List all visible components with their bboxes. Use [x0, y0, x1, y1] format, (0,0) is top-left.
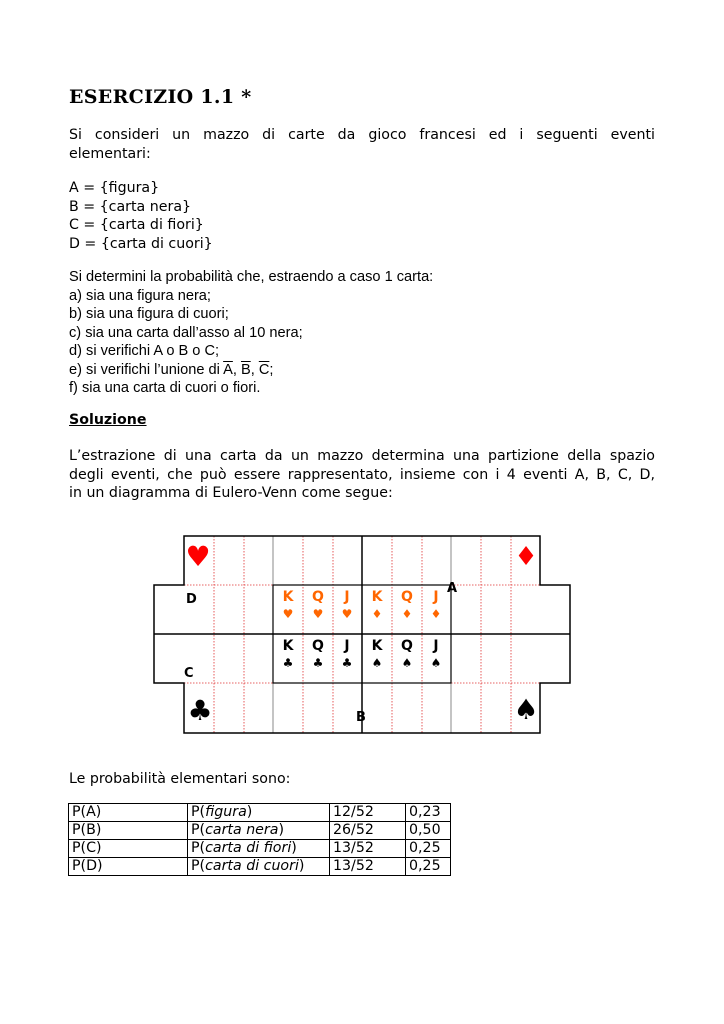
question-e: e) si verifichi l’unione di $\overline{A}$, $\overline{B}$, $\overline{C}$; — [69, 361, 274, 378]
prob-value-cell: 0,25 — [406, 840, 451, 858]
intro-line-2: elementari: — [69, 145, 151, 162]
black-face-rank-3: K — [371, 638, 383, 654]
solution-line-3: in un diagramma di Eulero-Venn come segue: — [69, 485, 393, 501]
black-face-rank-5: J — [433, 638, 439, 654]
intro-line-1: Si consideri un mazzo di carte da gioco francesi ed i seguenti eventi — [69, 127, 655, 143]
question-b: b) sia una figura di cuori; — [69, 306, 229, 322]
question-f: f) sia una carta di cuori o fiori. — [69, 380, 261, 396]
probs-intro: Le probabilità elementari sono: — [69, 771, 291, 787]
red-face-suit-icon-5: ♦ — [430, 607, 442, 621]
prob-value-cell: 0,23 — [406, 804, 451, 822]
hearts-icon: ♥ — [185, 540, 211, 573]
label-d: D — [186, 592, 197, 607]
table-row — [69, 804, 451, 822]
black-face-suit-icon-3: ♠ — [371, 656, 383, 670]
prob-name-cell: P(carta nera) — [188, 822, 330, 840]
red-face-rank-4: Q — [401, 589, 413, 605]
prob-event-cell: P(D) — [69, 858, 188, 876]
spades-icon: ♠ — [513, 693, 539, 726]
black-face-suit-icon-5: ♠ — [430, 656, 442, 670]
red-face-suit-icon-0: ♥ — [282, 607, 294, 621]
prob-event-cell: P(B) — [69, 822, 188, 840]
black-face-suit-icon-2: ♣ — [341, 656, 353, 670]
prob-value-cell: 0,50 — [406, 822, 451, 840]
exercise-title: ESERCIZIO 1.1 * — [69, 86, 252, 108]
red-face-rank-2: J — [344, 589, 350, 605]
prob-name-cell: P(figura) — [188, 804, 330, 822]
prob-event-cell: P(A) — [69, 804, 188, 822]
event-b: B = {carta nera} — [69, 198, 192, 215]
black-face-rank-0: K — [282, 638, 294, 654]
red-face-suit-icon-2: ♥ — [341, 607, 353, 621]
complement-c: $\overline{C}$ — [258, 361, 270, 378]
complement-a: $\overline{A}$ — [223, 361, 233, 378]
red-face-suit-icon-3: ♦ — [371, 607, 383, 621]
solution-heading: Soluzione — [69, 412, 147, 428]
black-face-suit-icon-1: ♣ — [312, 656, 324, 670]
prob-fraction-cell: 26/52 — [330, 822, 406, 840]
label-b: B — [356, 710, 366, 725]
solution-line-2: degli eventi, che può essere rappresentato, insieme con i 4 eventi A, B, C, D, — [69, 466, 655, 483]
black-face-suit-icon-0: ♣ — [282, 656, 294, 670]
event-a: A = {figura} — [69, 180, 160, 196]
label-c: C — [184, 666, 194, 681]
red-face-suit-icon-1: ♥ — [312, 607, 324, 621]
question-c: c) sia una carta dall’asso al 10 nera; — [69, 324, 303, 341]
label-a: A — [447, 581, 458, 596]
table-row — [69, 858, 451, 876]
prob-fraction-cell: 13/52 — [330, 858, 406, 876]
prob-name-cell: P(carta di cuori) — [188, 858, 330, 876]
prob-fraction-cell: 12/52 — [330, 804, 406, 822]
question-a: a) sia una figura nera; — [69, 287, 211, 304]
red-face-rank-1: Q — [312, 589, 324, 605]
red-face-rank-3: K — [371, 589, 383, 605]
event-d: D = {carta di cuori} — [69, 235, 213, 252]
clubs-icon: ♣ — [187, 694, 213, 727]
question-d: d) si verifichi A o B o C; — [69, 343, 220, 359]
black-face-rank-4: Q — [401, 638, 413, 654]
black-face-rank-2: J — [344, 638, 350, 654]
complement-b: $\overline{B}$ — [240, 361, 251, 378]
question-intro: Si determini la probabilità che, estraendo a caso 1 carta: — [69, 269, 434, 285]
probability-table — [68, 803, 451, 876]
black-face-rank-1: Q — [312, 638, 324, 654]
table-row — [69, 840, 451, 858]
red-face-rank-5: J — [433, 589, 439, 605]
prob-fraction-cell: 13/52 — [330, 840, 406, 858]
prob-name-cell: P(carta di fiori) — [188, 840, 330, 858]
prob-value-cell: 0,25 — [406, 858, 451, 876]
diamonds-icon: ♦ — [514, 542, 538, 572]
red-face-suit-icon-4: ♦ — [401, 607, 413, 621]
table-row — [69, 822, 451, 840]
event-c: C = {carta di fiori} — [69, 217, 204, 233]
black-face-suit-icon-4: ♠ — [401, 656, 413, 670]
red-face-rank-0: K — [282, 589, 294, 605]
prob-event-cell: P(C) — [69, 840, 188, 858]
solution-line-1: L’estrazione di una carta da un mazzo determina una partizione della spazio — [69, 448, 655, 464]
